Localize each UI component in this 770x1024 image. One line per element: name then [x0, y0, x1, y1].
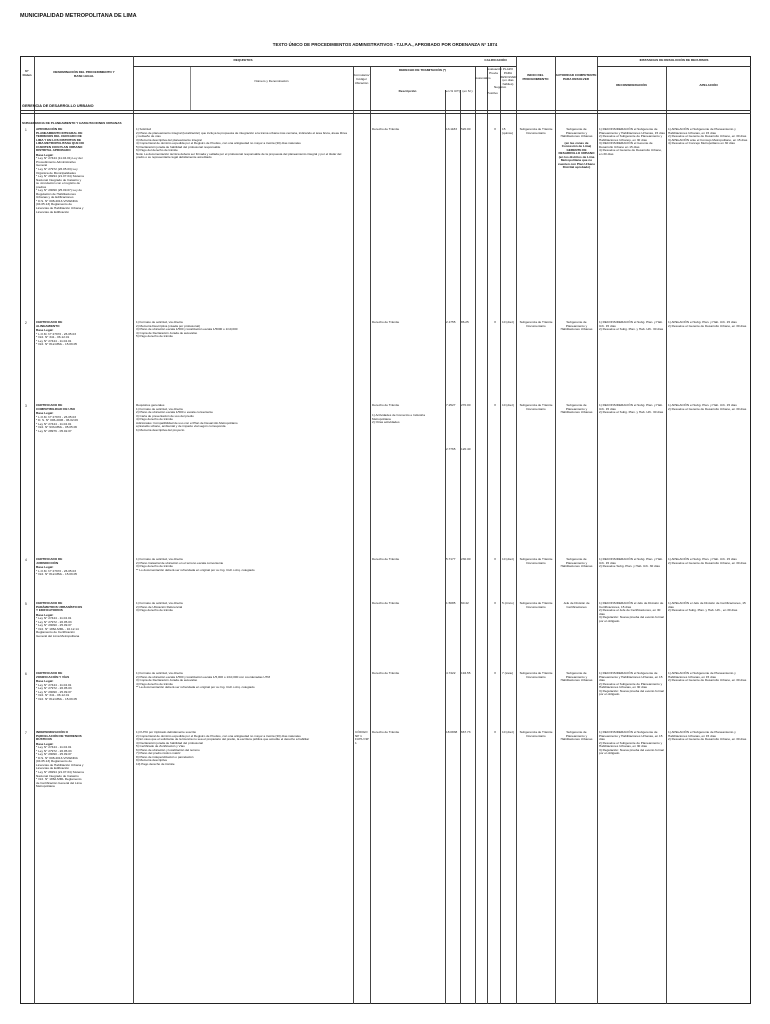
col-sep — [597, 56, 598, 1004]
procedure-title: CERTIFICADO DE ZONIFICACIÓN Y VÍAS — [36, 671, 70, 679]
requirements-list — [136, 558, 348, 572]
legal-basis-heading: Base Legal: — [36, 612, 54, 617]
row-number: 5 — [25, 602, 27, 606]
resolution-term: 10 (diez) — [502, 557, 515, 561]
authority-name: Subgerente de Planeamiento y Habilitaciones Urbanas — [560, 730, 593, 742]
procedure-start: Subgerencia de Trámite Documentario — [519, 601, 553, 609]
requirement-item: 1) Formato de solicitud, vía directa — [136, 671, 183, 675]
competent-authority — [557, 128, 596, 170]
legal-basis-item: * Ley N° 29090 - 25.09.07 — [36, 689, 72, 694]
procedure-start: Subgerencia de Trámite Documentario — [519, 671, 553, 679]
requirement-item: 1) Formato de solicitud, vía directa — [136, 320, 183, 324]
col-sep — [555, 56, 556, 1004]
legal-basis-item: * Ley N° 28294 (21.07.04) Sistema Nacional Integrado de Catastro y su vinculación con el registro de predios — [36, 174, 84, 189]
qualification-mark: X — [493, 403, 497, 407]
authority-name: Subgerente de Planeamiento y Habilitaciones Urbanas — [560, 557, 593, 569]
legal-basis-item: * D.S. N° 008-2013-VIVIENDA (04.05.13) Reglamento de Licencias de Habilitación Urbana y Licencias de Edificación — [36, 198, 84, 214]
legal-basis-item: * Ley N° 29090 (25.09.07) Ley de Regulación de Habilitaciones Urbanas y de Edificaciones — [36, 188, 82, 200]
legal-basis-item: * Ley N° 27972 (26.05.03) Ley Orgánica de Municipalidades — [36, 167, 78, 175]
requirement-item: 8) Plano de independización o parcelación — [136, 754, 194, 759]
fee-soles: 230.00 — [461, 557, 471, 561]
row-number: 1 — [25, 128, 27, 132]
row-number: 2 — [25, 321, 27, 325]
fee-extra-soles: 120.40 — [461, 447, 471, 451]
competent-authority — [557, 672, 596, 683]
fee-soles: 520.00 — [461, 127, 471, 131]
col-sep — [445, 90, 446, 1004]
col-sep — [487, 66, 488, 1004]
requirement-item: 4) Pago derecho de trámite — [136, 417, 173, 421]
legal-basis-heading: Base Legal: — [36, 328, 54, 333]
col-sep — [500, 66, 501, 1004]
header-plazo: PLAZO PARA RESOLVER (en días hábiles) — [500, 67, 517, 87]
procedure-denomination — [36, 672, 84, 701]
fee-soles: 194.55 — [461, 671, 471, 675]
organization-name: MUNICIPALIDAD METROPOLITANA DE LIMA — [20, 13, 137, 19]
procedure-denomination — [36, 558, 84, 577]
header-soles: (en S/.) — [462, 89, 473, 93]
row-number: 3 — [25, 404, 27, 408]
procedure-title: APROBACIÓN DE PLANEAMIENTO INTEGRAL DE TERRENOS DEL CERCADO DE LIMA Y EN LOS DISTRITOS DE LIMA METROPOLITANA QUE NO CUENTEN CON PLAN URBANO DISTRITAL APROBADO — [36, 127, 85, 153]
appeal-resource: 1) APELACIÓN el Subgerente de Planeamiento y Habilitaciones Urbanas, en 15 días 2) Resuelve el Gerente de Desarrollo Urbano, en 30 días 3) APELACIÓN ante el Concejo Metropolitano, en 15 días 4) Resuelve el Concejo Metropolitano en 30 días — [668, 127, 748, 146]
requirement-item: 2) Memoria Descriptiva (visada por profesional) — [136, 323, 201, 328]
resolution-term: 5 (cinco) — [502, 601, 514, 605]
resolution-term: 15 (quince) — [502, 127, 514, 135]
header-apelacion: APELACIÓN — [699, 83, 718, 87]
col-sep — [353, 66, 354, 1004]
legal-basis-heading: Base Legal: — [36, 411, 54, 416]
requirement-item: ** La documentación deberá ser refrendada en original por su Ing. Civil o Arq. colegiado — [136, 685, 255, 689]
resolution-term: 10 (diez) — [502, 320, 515, 324]
legal-basis-item: * Ord. N° 812-MML - 15.09.05 — [36, 696, 78, 701]
fee-uit: 4.7422 — [446, 671, 456, 675]
col-sep — [34, 56, 35, 1004]
header-formulario: Formulario/ Código/ Ubicación — [353, 73, 370, 85]
requirement-item: 10) Pago derecho de trámite — [136, 761, 175, 766]
authority-name: Jefe de División de Certificaciones — [563, 601, 590, 609]
col-sep — [370, 66, 371, 1004]
col-sep — [475, 66, 476, 1004]
requirement-item: Requisitos generales — [136, 403, 165, 407]
legal-basis-item: * Ord. N° 1862-MML - 16.12.14 Reglamento de Certificación General del Lima Metropolitana — [36, 626, 80, 638]
procedure-start: Subgerencia de Trámite Documentario — [519, 320, 553, 328]
procedure-denomination — [36, 321, 84, 347]
header-line — [133, 66, 516, 67]
col-sep — [516, 56, 517, 1004]
header-bottom-line — [20, 110, 751, 111]
qualification-mark: X — [493, 601, 497, 605]
procedure-denomination — [36, 602, 84, 638]
row-number: 6 — [25, 672, 27, 676]
requirement-item: ** Lo documentación deberá ser refrendada en original por su Ing. Civil o Arq. colegiado — [136, 567, 255, 572]
requirement-item: Adicionales: Compatibilidad de uso con el Plan de Desarrollo Metropolitano — [136, 420, 238, 425]
reconsideration-resource: 1) RECONSIDERACIÓN el Subg. Plan. y Hab. Urb. 15 días 2) Resuelve el Subg. Plan. y Hab. Urb. 30 días — [599, 403, 664, 415]
fee-uit: 13.1183 — [446, 127, 457, 131]
legal-basis-item: * Ley N° 27444 (11.04.01) Ley del Procedimiento Administrativo General — [36, 156, 83, 168]
requirement-item: 1) Formato de solicitud, vía directa — [136, 406, 183, 411]
competent-authority — [557, 321, 596, 332]
qualification-mark: X — [493, 671, 497, 675]
reconsideration-resource: 1) RECONSIDERACIÓN el Subg. Plan. y Hab. Urb. 15 días 2) Resuelve Subg. Plan. y Hab. Urb. 30 días — [599, 557, 663, 569]
legal-basis-item: * Ley N° 29090 - 25.09.07 — [36, 623, 72, 628]
header-autoridad: AUTORIDAD COMPETENTE PARA RESOLVER — [555, 73, 597, 81]
requirement-item: 2) Plano de Ubicación Referencial — [136, 604, 183, 609]
form-code: CÓDIGO NP 1 FUHU NP 1 — [355, 730, 369, 745]
header-derecho: DERECHO DE TRAMITACIÓN (*) — [398, 68, 447, 72]
legal-basis-item: * L.O.M. N° 27972 - 26.05.03 — [36, 414, 76, 419]
requirement-item: 3) Pago derecho de trámite — [136, 608, 173, 612]
reconsideration-resource: 1) RECONSIDERACIÓN el Subgerente de Planeamiento y Habilitaciones Urbanas, en 15 días 2) Resuelve el Subgerente de Planeamiento y Habilitaciones Urbanas, en 30 días 3) Regulación: Nueva prueba del evento formal por el obligado — [599, 730, 664, 756]
legal-basis-heading: Base Legal: — [36, 152, 54, 157]
legal-basis-item: * Ley N° 27444 - 11.04.01 — [36, 338, 72, 343]
requirement-item: a) Estudio urbano, ambiental y de impacto vial según corresponda — [136, 424, 226, 428]
requirements-list — [136, 128, 348, 160]
requirements-list — [136, 321, 348, 339]
section-title: GERENCIA DE DESARROLLO URBANO — [22, 104, 94, 108]
requirement-item: 5) Pago derecho de trámite — [136, 334, 173, 338]
competent-authority — [557, 731, 596, 742]
header-positivo: Positivo — [487, 91, 498, 95]
fee-extra-uit: 2.7765 — [446, 447, 456, 451]
procedure-start: Subgerencia de Trámite Documentario — [519, 403, 553, 411]
procedure-denomination — [36, 128, 84, 214]
qualification-mark: X — [493, 320, 497, 324]
requirement-item: 6) Pago del derecho de trámite — [136, 148, 178, 152]
fee-extra-description: 1) Actividades de Comercio e Industria Metropolitana 2) Otras actividades — [372, 413, 425, 425]
requirement-item: 2) Plano Catastral de ubicación en el terreno escala conveniente — [136, 560, 224, 565]
requirements-list — [136, 672, 348, 690]
fee-uit: 7.2527 — [446, 403, 456, 407]
appeal-resource: 1) APELACIÓN el Subg. Plan. y Hab. Urb. 15 días 2) Resuelve el Gerente de Desarrollo Urbano, en 30 días — [668, 403, 747, 411]
requirement-item: 2) Plano de ubicación escala 1/500 y localización escala 1/5,000 o 1/10,000 con coordenadas UTM — [136, 674, 270, 679]
header-uit: (en % UIT) — [445, 89, 460, 93]
legal-basis-item: * D.S. N° 008-2013-VIVIENDA (04.05.13) Reglamento de Licencias de Habilitación Urbana y Licencias de Edificación — [36, 755, 84, 771]
competent-authority — [557, 404, 596, 415]
legal-basis-heading: Base Legal: — [36, 679, 54, 684]
appeal-resource: 1) APELACIÓN el Subgerente de Planeamiento y Habilitaciones Urbanas, en 15 días 2) Resuelve el Gerente de Desarrollo Urbano, en 30 días — [668, 730, 747, 742]
header-denominacion: DENOMINACIÓN DEL PROCEDIMIENTO Y BASE LEGAL — [53, 70, 115, 78]
header-line — [597, 66, 751, 67]
appeal-resource: 1) APELACIÓN el Subg. Plan. y Hab. Urb. 15 días 2) Resuelve el Gerente de Desarrollo Urbano, en 30 días — [668, 557, 747, 565]
document-title: TEXTO ÚNICO DE PROCEDIMIENTOS ADMINISTRATIVOS - T.U.P.A., APROBADO POR ORDENANZA N° 1874 — [272, 42, 498, 47]
procedure-denomination — [36, 731, 84, 789]
authority-name: Subgerente de Planeamiento y Habilitaciones Urbanas — [560, 127, 593, 139]
requirement-item: 4) Declaración jurada de habilidad del profesional — [136, 740, 203, 745]
procedure-denomination — [36, 404, 84, 433]
header-instancias: INSTANCIAS DE RESOLUCIÓN DE RECURSOS — [639, 58, 709, 62]
header-numero-denominacion: Número y Denominación — [254, 79, 289, 83]
header-descripcion: Descripción — [398, 89, 417, 93]
procedure-title: CERTIFICADO DE PARÁMETROS URBANÍSTICOS Y EDIFICATORIOS — [36, 601, 83, 613]
legal-basis-item: * Ley N° 28976 - 05.02.07 — [36, 428, 72, 433]
authority-name: Subgerente de Planeamiento y Habilitaciones Urbanas — [560, 671, 593, 683]
fee-description: Derecho de Trámite — [372, 730, 400, 734]
legal-basis-item: * Ley N° 27444 - 11.04.01 — [36, 421, 72, 426]
row-number: 4 — [25, 558, 27, 562]
procedure-title: CERTIFICADO DE JURISDICCIÓN — [36, 557, 63, 565]
legal-basis-heading: Base Legal: — [36, 565, 54, 570]
fee-uit: 2.1755 — [446, 320, 456, 324]
reconsideration-resource: 1) RECONSIDERACIÓN el Subgerente de Planeamiento y Habilitaciones Urbanas, 15 días 2) Resuelve el Subgerente de Planeamiento y Habilitaciones Urbanos, en 30 días 3) RECONSIDERACIÓN el Gerente de Desarrollo Urbano en 15 días 4) Resuelve el Gerente de Desarrollo Urbano, en 30 días — [599, 127, 665, 156]
header-bottom-line-2 — [20, 113, 751, 114]
requirements-list — [136, 404, 348, 432]
procedure-title: CERTIFICADO DE ALINEAMIENTO — [36, 320, 63, 328]
header-inicio: INICIO DEL PROCEDIMIENTO — [522, 73, 549, 81]
requirement-item: 2) Copia literal de dominio expedida por el Registro de Predios, con una antigüedad no mayor a treinta (30) días naturales — [136, 733, 301, 738]
fee-soles: 60.42 — [461, 601, 469, 605]
legal-basis-item: * L.O.M. N° 27972 - 26.05.03 — [36, 568, 76, 573]
competent-authority — [557, 602, 596, 609]
header-negativo: Negativo — [494, 85, 507, 89]
authority-name: Subgerente de Planeamiento y Habilitaciones Urbanas — [560, 320, 593, 332]
col-sep — [133, 56, 134, 1004]
requirement-item: 3) Plano de ubicación escala 1/500 y localización escala 1/5000 o 1/10,000 — [136, 327, 238, 331]
fee-description: Derecho de Trámite — [372, 671, 400, 675]
legal-basis-item: * Ord. N° 812-MML - 15.09.05 — [36, 572, 78, 577]
requirement-item: 4) Copia literal de dominio expedida por el Registro de Predios, con una antigüedad no mayor a treinta (30) días naturales — [136, 141, 301, 145]
fee-description: Derecho de Trámite — [372, 557, 400, 561]
requirement-item: b) Memoria descriptiva del proyecto — [136, 427, 185, 432]
header-requisitos: REQUISITOS — [233, 58, 253, 62]
fee-uit: 18.0838 — [446, 730, 458, 734]
header-calificacion: CALIFICACIÓN — [484, 58, 507, 62]
requirement-item: 3) Memoria descriptiva del planeamiento integral — [136, 137, 202, 142]
requirement-item: 2) Plano de ubicación escala 1/500 o escala conveniente — [136, 410, 213, 414]
subsection-title: SUBGERENCIA DE PLANEAMIENTO Y HABILITACIONES URBANAS — [22, 121, 122, 125]
requirement-item: 1) Solicitud — [136, 127, 152, 131]
legal-basis-item: * Ley N° 27444 - 11.04.01 — [36, 616, 72, 621]
resolution-term: 10 (diez) — [502, 730, 515, 734]
legal-basis-item: * Ley N° 29090 - 25.09.07 — [36, 752, 72, 757]
requirements-list — [136, 602, 348, 613]
fee-soles: 86.25 — [461, 320, 469, 324]
authority-extra: (en las zonas de Concesión de Lima) GERENTE DE DESARROLLO URBANO (en los distritos de Lima Metropolitana que no cuenten con Plan Urbano Distrital aprobado) — [557, 140, 596, 170]
reconsideration-resource: 1) RECONSIDERACIÓN el Subgerente de Planeamiento y Habilitaciones Urbanas, en 15 días 2) Resuelve el Subgerente de Planeamiento y Habilitaciones Urbanas, en 30 días 3) Regulación: Nueva prueba del evento formal por el obligado — [599, 671, 664, 697]
requirement-item: 3) Carta de presentación de uso del predio — [136, 413, 194, 418]
header-automatico: Automático — [475, 76, 491, 80]
row-number: 7 — [25, 731, 27, 735]
appeal-resource: 1) APELACIÓN el Subgerente de Planeamiento y Habilitaciones Urbanas, en 15 días 2) Resuelve el Gerente de Desarrollo Urbano, en 30 días — [668, 671, 747, 683]
requirement-item: 9) Memoria descriptiva — [136, 758, 167, 762]
procedure-start: Subgerencia de Trámite Documentario — [519, 127, 553, 135]
fee-description: Derecho de Trámite — [372, 601, 400, 605]
reconsideration-resource: 1) RECONSIDERACIÓN el Jefe de División de Certificaciones, 15 días 2) Resuelve el Jefe de Certificaciones, en 30 días 3) Regulación: Nueva prueba del evento formal por el obligado — [599, 601, 664, 623]
fee-soles: 270.00 — [461, 403, 471, 407]
requirement-item: 3) En caso que el solicitante de la licencia no sea el propietario del predio, la escritura pública que acredite el derecho a habilitar — [136, 737, 310, 741]
legal-basis-item: * Ley N° 27972 - 26.05.03 — [36, 619, 72, 624]
requirement-item: 1) FUHU por triplicado debidamente suscrito — [136, 730, 197, 734]
requirement-item: 5) Certificado de Zonificación y Vías — [136, 744, 185, 748]
procedures-table — [20, 56, 751, 1004]
fee-description: Derecho de Trámite — [372, 403, 400, 407]
requirement-item: 4) Pago derecho de trámite — [136, 681, 173, 686]
legal-basis-item: * Ley N° 27444 - 11.04.01 — [36, 682, 72, 687]
legal-basis-item: * Ley N° 28294 (21.07.04) Sistema Nacional Integrado de Catastro — [36, 770, 84, 778]
competent-authority — [557, 558, 596, 569]
requirement-item: 4) Copia de Declaración Jurada de autovalúo — [136, 330, 198, 335]
requirement-item: 7) Plano del predio rústico matriz — [136, 751, 181, 755]
qualification-mark: X — [493, 557, 497, 561]
legal-basis-item: * D. S. N° 006-2006 - 06.02.06 — [36, 418, 78, 423]
requirement-item: 3) Copia de Declaración Jurada de autovalúo — [136, 678, 198, 682]
requirements-list — [136, 731, 348, 766]
legal-basis-heading: Base Legal: — [36, 741, 54, 746]
col-sep — [666, 66, 667, 1004]
requirement-item: 5) Declaración jurada de habilidad del profesional responsable — [136, 144, 221, 149]
requirement-item: 2) Plano de planeamiento integral (localización) que incluya la propuesta de integración a la trama urbana más cercana, indicando el área bruta, áreas libres y rediseño de vías — [136, 130, 348, 138]
procedure-title: INDEPENDIZACIÓN O PARCELACIÓN DE TERRENOS RÚSTICOS — [36, 730, 82, 742]
fee-uit: 5.7177 — [446, 557, 456, 561]
qualification-mark: X — [493, 127, 497, 131]
reconsideration-resource: 1) RECONSIDERACIÓN el Subg. Plan. y Hab. Urb. 15 días 2) Resuelve el Subg. Plan. y Hab. Urb. 30 días — [599, 320, 664, 332]
requirement-item: Nota: La documentación técnica deberá ser firmada y sellada por el profesional responsable de la propuesta del planeamiento integral y por el titular del predio o su representante legal debidamente acreditado — [136, 151, 342, 159]
legal-basis-item: * Ord. N° 341 - 06.12.01 — [36, 693, 70, 698]
col-sep — [460, 90, 461, 1004]
header-evaluacion: Evaluación Previa — [487, 67, 503, 75]
requirement-item: 1) Formato de solicitud, vía directa — [136, 557, 183, 561]
fee-description: Derecho de Trámite — [372, 127, 400, 131]
fee-soles: 667.73 — [461, 730, 471, 734]
requirement-item: 3) Pago derecho de trámite — [136, 564, 173, 568]
resolution-term: 10 (diez) — [502, 403, 515, 407]
legal-basis-item: * Ord. N° 812-MML - 15.09.05 — [36, 342, 78, 347]
fee-description: Derecho de Trámite — [372, 320, 400, 324]
appeal-resource: 1) APELACIÓN el Subg. Plan. y Hab. Urb. 15 días 2) Resuelve el Gerente de Desarrollo Urbano, en 30 días — [668, 320, 747, 328]
legal-basis-item: * L.O.M. N° 27972 - 26.05.03 — [36, 331, 76, 336]
legal-basis-item: * Ley N° 27444 - 11.04.01 — [36, 745, 72, 750]
fee-uit: 1.5085 — [446, 601, 456, 605]
appeal-resource: 1) APELACIÓN el Jefe de División de Certificaciones, 15 días 2) Resuelve el Subg. Plan. y Hab. Urb., en 30 días — [668, 601, 746, 613]
requirement-item: 6) Plano de ubicación y localización del terreno — [136, 747, 200, 752]
col-sep-light — [190, 66, 191, 110]
procedure-start: Subgerencia de Trámite Documentario — [519, 557, 553, 565]
resolution-term: 7 (siete) — [502, 671, 514, 675]
authority-name: Subgerente de Planeamiento y Habilitaciones Urbanas — [560, 403, 593, 415]
header-no: N° Orden — [22, 69, 32, 77]
legal-basis-item: * Ord. N° 933-MML - 05.05.06 — [36, 425, 78, 430]
legal-basis-item: * Ley N° 27972 - 26.05.03 — [36, 686, 72, 691]
procedure-title: CERTIFICADO DE COMPATIBILIDAD DE USO — [36, 403, 76, 411]
header-reconsideracion: RECONSIDERACIÓN — [616, 83, 647, 87]
qualification-mark: X — [493, 730, 497, 734]
requirement-item: 1) Formato de solicitud, vía directa — [136, 601, 183, 605]
legal-basis-item: * Ley N° 27972 - 26.05.03 — [36, 748, 72, 753]
procedure-start: Subgerencia de Trámite Documentario — [519, 730, 553, 738]
legal-basis-item: * Ord. N° 341 - 06.12.01 — [36, 335, 70, 340]
legal-basis-item: * Ord. N° 1862-MML Reglamento de Certificación General del Lima Metropolitana — [36, 777, 82, 789]
